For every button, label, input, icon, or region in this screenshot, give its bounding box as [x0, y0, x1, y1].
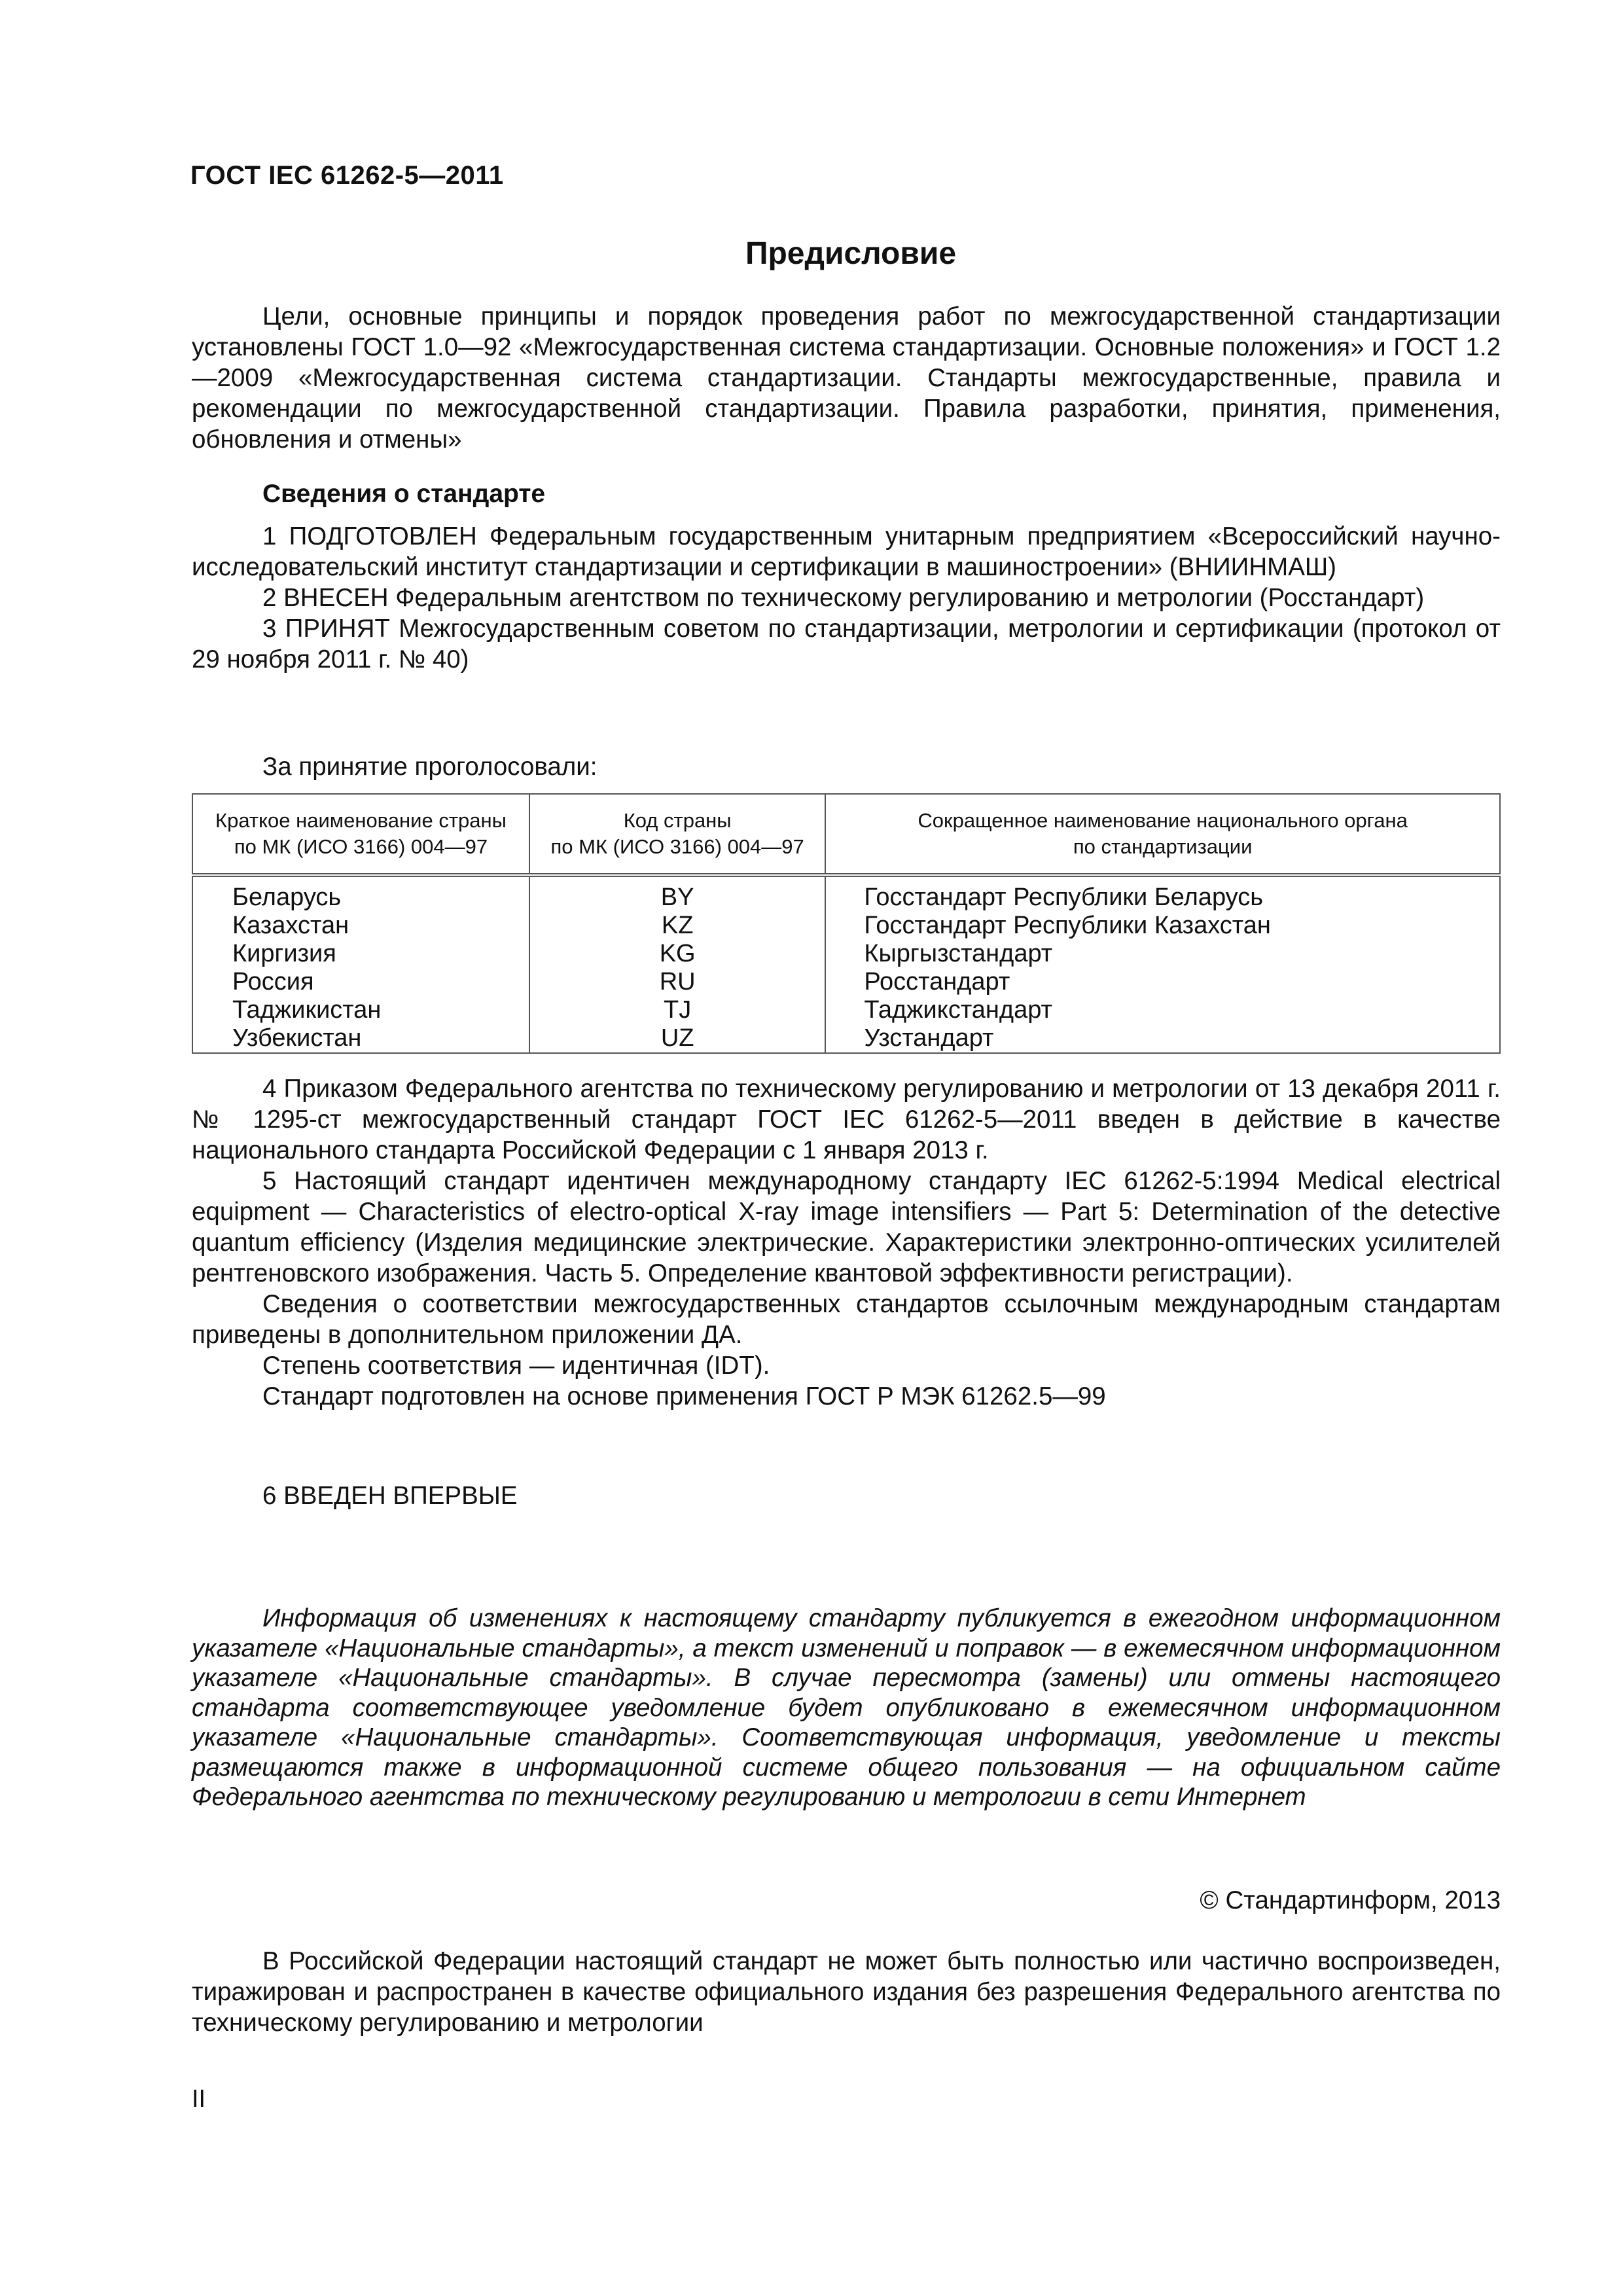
- item-identical: 5 Настоящий стандарт идентичен международному стандарту IEC 61262-5:1994 Medical electrical equipment — Characteristics of electro-optical X-ray image intensifiers — Part 5: Determination of the detective quantum efficiency (Изделия медицинские электрические. Характеристики электронно-оптических усилителей рентгеновского изображения. Часть 5. Определение квантовой эффективности регистрации).: [192, 1167, 1501, 1287]
- table-cell-country: Киргизия: [232, 940, 336, 967]
- item-submitted: 2 ВНЕСЕН Федеральным агентством по техническому регулированию и метрологии (Росстандарт): [262, 584, 1425, 612]
- reproduction-text: В Российской Федерации настоящий стандарт не может быть полностью или частично воспроизведен, тиражирован и распространен в качестве официального издания без разрешения Федерального агентства по техническому регулированию и метрологии: [192, 1947, 1501, 2037]
- header-country-code: [529, 794, 825, 875]
- changes-info-text: Информация об изменениях к настоящему стандарту публикуется в ежегодном информационном указателе «Национальные стандарты», а текст изменений и поправок — в ежемесячном информационном указателе «Национальные стандарты». В случае пересмотра (замены) или отмены настоящего стандарта соответствующее уведомление будет опубликовано в ежемесячном информационном указателе «Национальные стандарты». Соответствующая информация, уведомление и тексты размещаются также в информационной системе общего пользования — на официальном сайте Федерального агентства по техническому регулированию и метрологии в сети Интернет: [192, 1604, 1501, 1811]
- item-degree: Степень соответствия — идентичная (IDT).: [262, 1352, 770, 1380]
- changes-info-notice: [192, 1604, 1501, 1812]
- item-first-introduced: 6 ВВЕДЕН ВПЕРВЫЕ: [262, 1482, 518, 1510]
- copyright-line: © Стандартинформ, 2013: [1200, 1886, 1501, 1914]
- table-cell-agency: Таджикстандарт: [864, 996, 1052, 1024]
- table-cell-agency: Узстандарт: [864, 1024, 994, 1052]
- about-standard-heading: Сведения о стандарте: [262, 480, 546, 508]
- items-4-5: [192, 1073, 1501, 1412]
- page-number: II: [192, 2085, 206, 2113]
- header-agency-name: [825, 794, 1500, 875]
- table-header-row: [192, 794, 1500, 875]
- table-cell-country: Россия: [232, 968, 314, 996]
- table-cell-code: KZ: [661, 912, 694, 939]
- header-code-line2: по МК (ИСО 3166) 004—97: [550, 835, 804, 858]
- table-cell-code: UZ: [660, 1024, 694, 1052]
- country-names-column: [192, 875, 529, 1053]
- header-code-line1: Код страны: [623, 809, 732, 832]
- item-basis: Стандарт подготовлен на основе применения ГОСТ Р МЭК 61262.5—99: [262, 1382, 1106, 1410]
- header-country-line2: по МК (ИСО 3166) 004—97: [234, 835, 488, 858]
- table-body-row: [192, 875, 1500, 1053]
- table-cell-code: KG: [659, 940, 696, 967]
- voting-countries-table: [192, 793, 1501, 1054]
- table-cell-code: RU: [659, 968, 696, 996]
- document-code-header: ГОСТ IEC 61262-5—2011: [190, 161, 504, 190]
- intro-paragraph: [192, 301, 1501, 455]
- header-country-line1: Краткое наименование страны: [215, 809, 507, 832]
- table-cell-code: BY: [660, 884, 694, 911]
- table-cell-agency: Росстандарт: [864, 968, 1010, 996]
- page-title: Предисловие: [745, 236, 957, 271]
- table-cell-country: Таджикистан: [232, 996, 382, 1024]
- table-cell-code: TJ: [664, 996, 692, 1024]
- agency-names-column: [825, 875, 1500, 1053]
- votes-label: За принятие проголосовали:: [262, 753, 597, 781]
- table-cell-agency: Госстандарт Республики Казахстан: [864, 912, 1271, 939]
- table-cell-agency: Госстандарт Республики Беларусь: [864, 884, 1264, 911]
- item-references: Сведения о соответствии межгосударственных стандартов ссылочным международным стандартам приведены в дополнительном приложении ДА.: [192, 1290, 1501, 1349]
- table-cell-country: Узбекистан: [232, 1024, 362, 1052]
- reproduction-notice: [192, 1946, 1501, 2038]
- table-cell-country: Беларусь: [232, 884, 342, 911]
- item-enacted: 4 Приказом Федерального агентства по техническому регулированию и метрологии от 13 декабря 2011 г. № 1295-ст межгосударственный стандарт ГОСТ IEC 61262-5—2011 введен в действие в качестве национального стандарта Российской Федерации с 1 января 2013 г.: [192, 1075, 1501, 1164]
- intro-text: Цели, основные принципы и порядок проведения работ по межгосударственной стандартизации установлены ГОСТ 1.0—92 «Межгосударственная система стандартизации. Основные положения» и ГОСТ 1.2—2009 «Межгосударственная система стандартизации. Стандарты межгосударственные, правила и рекомендации по межгосударственной стандартизации. Правила разработки, принятия, применения, обновления и отмены»: [192, 302, 1501, 454]
- header-agency-line2: по стандартизации: [1073, 835, 1253, 858]
- items-1-3: [192, 521, 1501, 675]
- table-cell-country: Казахстан: [232, 912, 349, 939]
- header-country-name: [192, 794, 529, 875]
- header-agency-line1: Сокращенное наименование национального органа: [918, 809, 1408, 832]
- item-6-block: [192, 1480, 1501, 1511]
- item-prepared: 1 ПОДГОТОВЛЕН Федеральным государственным унитарным предприятием «Всероссийский научно-исследовательский институт стандартизации и сертификации в машиностроении» (ВНИИНМАШ): [192, 522, 1501, 581]
- country-codes-column: [529, 875, 825, 1053]
- table-cell-agency: Кыргызстандарт: [864, 940, 1053, 967]
- item-adopted: 3 ПРИНЯТ Межгосударственным советом по стандартизации, метрологии и сертификации (протокол от 29 ноября 2011 г. № 40): [192, 615, 1501, 673]
